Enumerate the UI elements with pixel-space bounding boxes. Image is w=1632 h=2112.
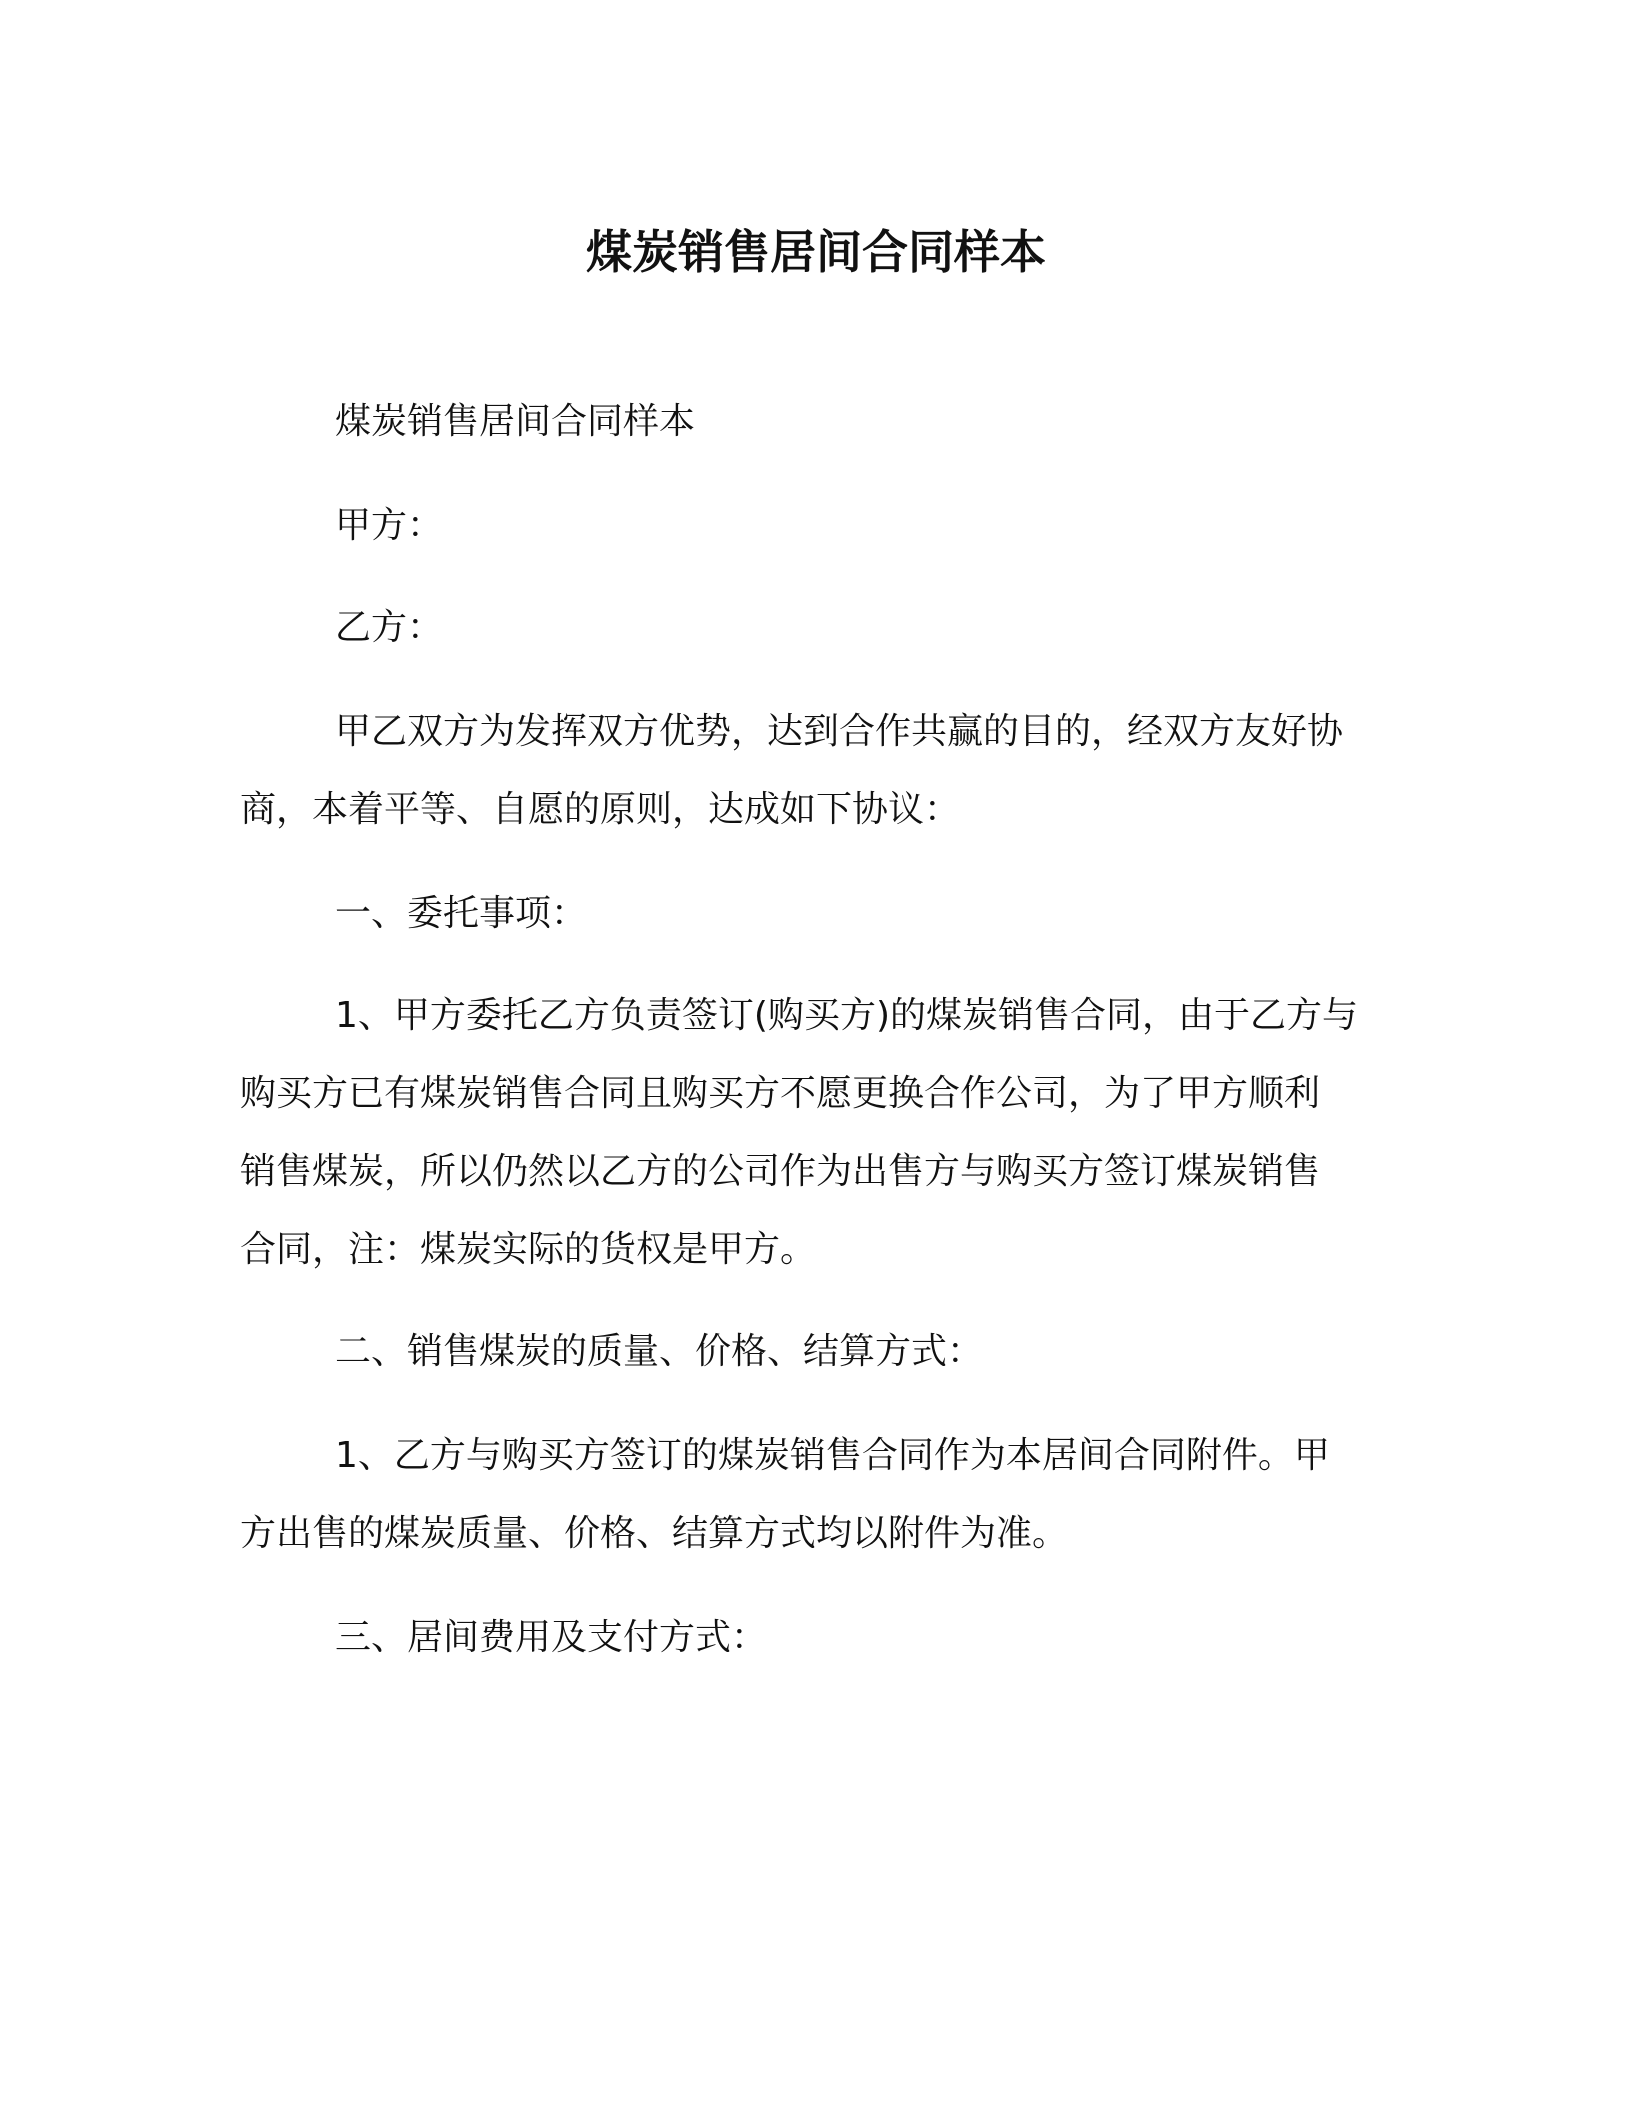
section2-heading: 二、销售煤炭的质量、价格、结算方式： [335,1331,984,1372]
party-b-label: 乙方： [335,607,444,648]
section1-item1-line-3: 销售煤炭，所以仍然以乙方的公司作为出售方与购买方签订煤炭销售 [240,1151,1321,1192]
section3-heading: 三、居间费用及支付方式： [335,1617,768,1658]
party-a-label: 甲方： [335,505,444,546]
document-title: 煤炭销售居间合同样本 [586,225,1046,279]
section2-item1-line-2: 方出售的煤炭质量、价格、结算方式均以附件为准。 [240,1513,1069,1554]
section1-item1-line-1: 1、甲方委托乙方负责签订(购买方)的煤炭销售合同，由于乙方与 [335,995,1358,1036]
intro-line-2: 商，本着平等、自愿的原则，达成如下协议： [240,789,961,830]
intro-line-1: 甲乙双方为发挥双方优势，达到合作共赢的目的，经双方友好协 [335,711,1344,752]
section2-item1-line-1: 1、乙方与购买方签订的煤炭销售合同作为本居间合同附件。甲 [335,1435,1330,1476]
section1-item1-line-2: 购买方已有煤炭销售合同且购买方不愿更换合作公司，为了甲方顺利 [240,1073,1321,1114]
section1-heading: 一、委托事项： [335,893,588,934]
section1-item1-line-4: 合同，注：煤炭实际的货权是甲方。 [240,1229,817,1270]
document-subtitle: 煤炭销售居间合同样本 [335,401,696,442]
